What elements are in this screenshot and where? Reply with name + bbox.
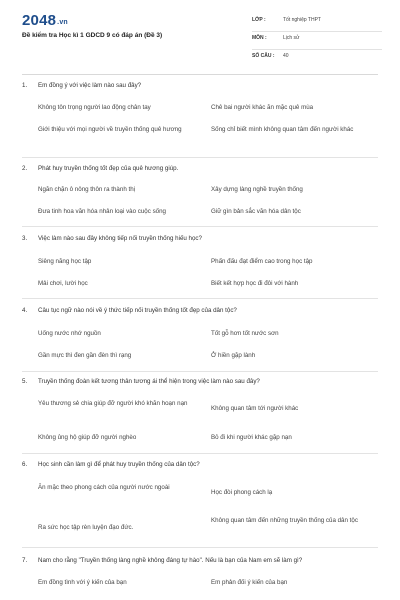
question-separator xyxy=(22,547,378,548)
question-text: Nam cho rằng "Truyền thống làng nghề không đáng tự hào". Nếu là bạn của Nam em sẽ làm gì? xyxy=(38,557,303,564)
answer-option-b[interactable]: Em phản đối ý kiến của bạn xyxy=(211,579,288,586)
answer-option-d[interactable]: Giữ gìn bản sắc văn hóa dân tộc xyxy=(211,208,301,215)
question-separator xyxy=(22,157,378,158)
question-separator xyxy=(22,371,378,372)
meta-value-subject: Lịch sử xyxy=(283,35,300,41)
answer-option-b[interactable]: Không quan tâm tới người khác xyxy=(211,405,299,412)
answer-option-c[interactable]: Đưa tinh hoa văn hóa nhân loại vào cuộc sống xyxy=(38,208,166,215)
answer-option-a[interactable]: Không tôn trọng người lao động chân tay xyxy=(38,104,151,111)
question-text: Việc làm nào sau đây không tiếp nối truyền thống hiếu học? xyxy=(38,235,202,242)
question-number: 6. xyxy=(22,461,28,468)
question-number: 2. xyxy=(22,165,28,172)
logo-suffix-text: .vn xyxy=(57,19,68,26)
answer-option-b[interactable]: Chê bai người khác ăn mặc quê mùa xyxy=(211,104,314,111)
answer-option-a[interactable]: Uống nước nhớ nguồn xyxy=(38,330,101,337)
question-text: Truyền thống đoàn kết tương thân tương ái thể hiện trong việc làm nào sau đây? xyxy=(38,378,260,385)
question-text: Phát huy truyền thống tốt đẹp của quê hương giúp. xyxy=(38,165,179,172)
question-separator xyxy=(22,298,378,299)
question-number: 5. xyxy=(22,378,28,385)
answer-option-b[interactable]: Phấn đấu đạt điểm cao trong học tập xyxy=(211,258,313,265)
question-number: 7. xyxy=(22,557,28,564)
answer-option-d[interactable]: Biết kết hợp học đi đôi với hành xyxy=(211,280,299,287)
answer-option-c[interactable]: Mải chơi, lười học xyxy=(38,280,88,287)
question-number: 1. xyxy=(22,82,28,89)
answer-option-a[interactable]: Em đồng tình với ý kiến của bạn xyxy=(38,579,127,586)
answer-option-b[interactable]: Xây dựng làng nghề truyền thống xyxy=(211,186,303,193)
answer-option-c[interactable]: Gần mực thì đen gần đèn thì rạng xyxy=(38,352,132,359)
meta-label-class: LỚP : xyxy=(252,17,266,23)
answer-option-a[interactable]: Siêng năng học tập xyxy=(38,258,92,265)
answer-option-b[interactable]: Học đòi phong cách lạ xyxy=(211,489,273,496)
meta-value-count: 40 xyxy=(283,53,289,59)
answer-option-a[interactable]: Yêu thương sẻ chia giúp đỡ người khó khăn hoạn nạn xyxy=(38,400,188,407)
answer-option-d[interactable]: Ở hiền gặp lành xyxy=(211,352,256,359)
meta-label-subject: MÔN : xyxy=(252,35,267,41)
answer-option-c[interactable]: Giới thiệu với mọi người về truyền thống quê hương xyxy=(38,126,182,133)
meta-value-class: Tốt nghiệp THPT xyxy=(283,17,321,23)
question-text: Câu tục ngữ nào nói về ý thức tiếp nối truyền thống tốt đẹp của dân tộc? xyxy=(38,307,237,314)
question-number: 3. xyxy=(22,235,28,242)
question-separator xyxy=(22,226,378,227)
answer-option-c[interactable]: Không ủng hộ giúp đỡ người nghèo xyxy=(38,434,137,441)
answer-option-d[interactable]: Sống chỉ biết mình không quan tâm đến người khác xyxy=(211,126,354,133)
answer-option-d[interactable]: Bỏ đi khi người khác gặp nạn xyxy=(211,434,292,441)
logo-main-text: 2048 xyxy=(22,12,57,29)
question-number: 4. xyxy=(22,307,28,314)
question-text: Em đồng ý với việc làm nào sau đây? xyxy=(38,82,142,89)
question-text: Học sinh cần làm gì để phát huy truyền thống của dân tộc? xyxy=(38,461,200,468)
answer-option-a[interactable]: Ngăn chặn ô nông thôn ra thành thị xyxy=(38,186,136,193)
answer-option-d[interactable]: Không quan tâm đến những truyền thống của dân tộc xyxy=(211,517,358,524)
answer-option-b[interactable]: Tốt gỗ hơn tốt nước sơn xyxy=(211,330,279,337)
document-title: Đề kiểm tra Học kì 1 GDCD 9 có đáp án (Đề 3) xyxy=(22,32,163,39)
question-separator xyxy=(22,453,378,454)
answer-option-a[interactable]: Ăn mặc theo phong cách của người nước ngoài xyxy=(38,484,170,491)
meta-label-count: SỐ CÂU : xyxy=(252,53,275,59)
answer-option-c[interactable]: Ra sức học tập rèn luyện đạo đức. xyxy=(38,524,134,531)
